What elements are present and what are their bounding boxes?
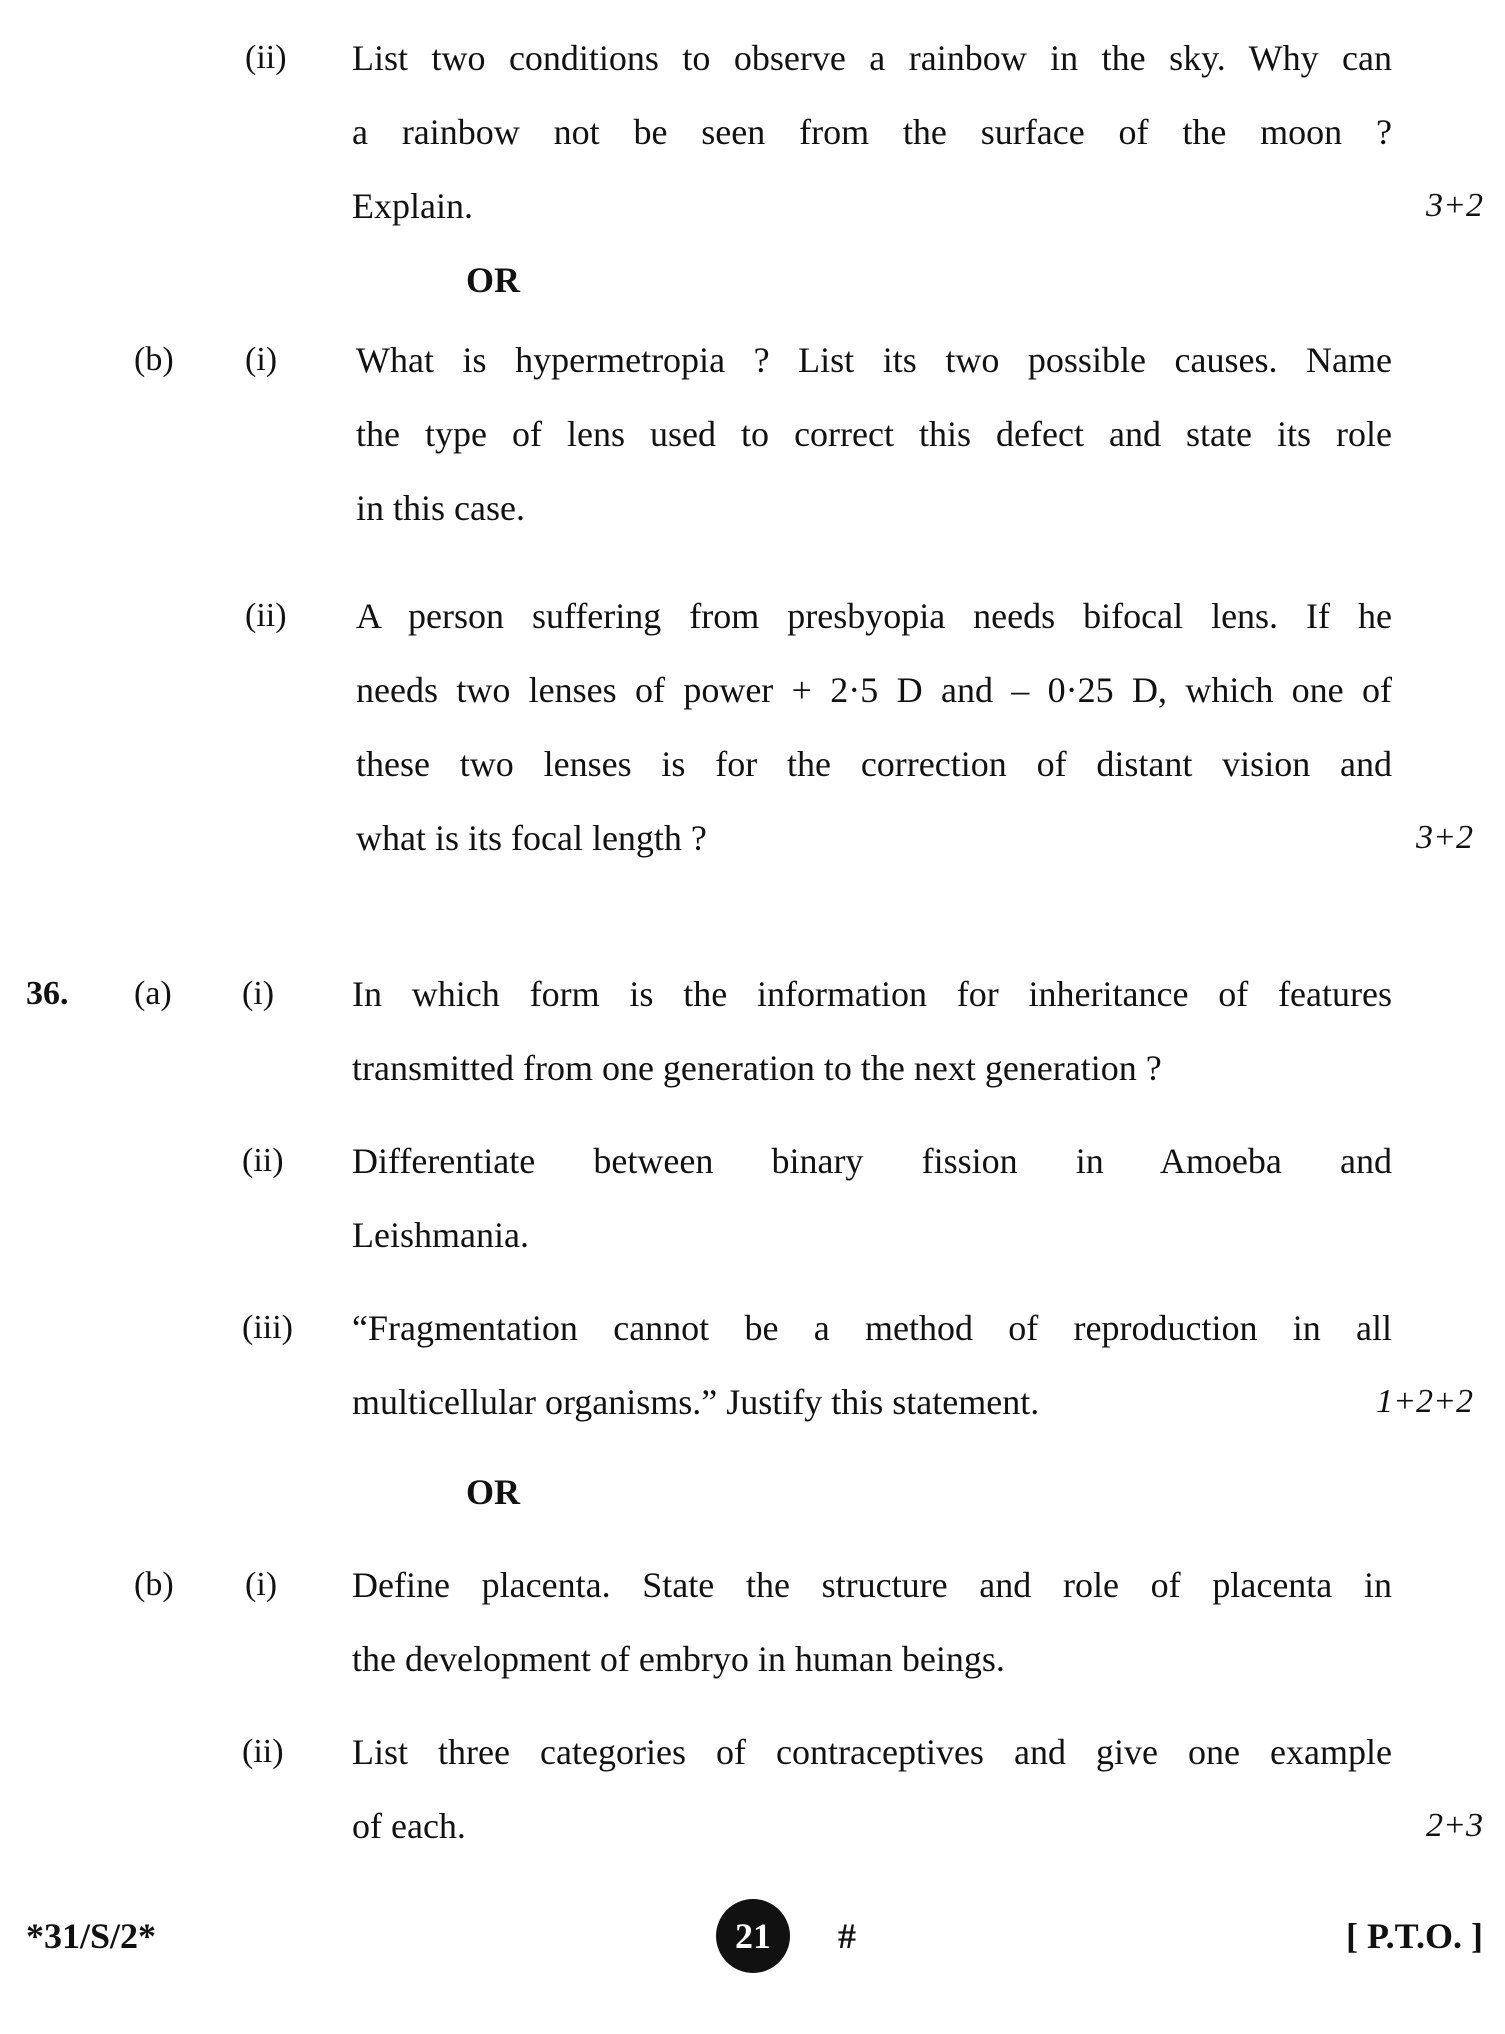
or-separator: OR — [466, 260, 520, 300]
question-line: transmitted from one generation to the next generation ? — [352, 1048, 1162, 1088]
question-line: the development of embryo in human beings. — [352, 1639, 1005, 1679]
or-separator: OR — [466, 1472, 520, 1512]
part-label: (b) — [134, 341, 174, 378]
question-line: In which form is the information for inheritance of features — [352, 974, 1392, 1014]
page-number-badge: 21 — [716, 1899, 790, 1973]
question-line: List two conditions to observe a rainbow in the sky. Why can — [352, 38, 1392, 78]
part-label: (b) — [134, 1566, 174, 1603]
question-line: of each. — [352, 1806, 466, 1846]
question-line: Leishmania. — [352, 1215, 529, 1255]
question-line: the type of lens used to correct this defect and state its role — [356, 414, 1392, 454]
question-line: a rainbow not be seen from the surface of the moon ? — [352, 112, 1392, 152]
question-number: 36. — [26, 975, 69, 1012]
subpart-label: (iii) — [242, 1309, 293, 1346]
subpart-label: (ii) — [245, 39, 287, 76]
question-line: A person suffering from presbyopia needs bifocal lens. If he — [356, 596, 1392, 636]
question-line: Differentiate between binary fission in Amoeba and — [352, 1141, 1392, 1181]
pto-label: [ P.T.O. ] — [1345, 1916, 1483, 1956]
subpart-label: (ii) — [245, 597, 287, 634]
marks-label: 1+2+2 — [1376, 1383, 1473, 1420]
subpart-label: (ii) — [242, 1733, 284, 1770]
part-label: (a) — [134, 975, 172, 1012]
subpart-label: (i) — [245, 341, 278, 378]
subpart-label: (i) — [242, 975, 275, 1012]
question-line: Explain. — [352, 186, 473, 226]
subpart-label: (ii) — [242, 1142, 284, 1179]
question-line: Define placenta. State the structure and role of placenta in — [352, 1565, 1392, 1605]
question-line: List three categories of contraceptives and give one example — [352, 1732, 1392, 1772]
subpart-label: (i) — [245, 1566, 278, 1603]
marks-label: 3+2 — [1426, 187, 1483, 224]
marks-label: 3+2 — [1416, 819, 1473, 856]
question-line: What is hypermetropia ? List its two possible causes. Name — [356, 340, 1392, 380]
question-line: needs two lenses of power + 2·5 D and – 0·25 D, which one of — [356, 670, 1392, 710]
hash-mark: # — [838, 1916, 856, 1956]
paper-code: *31/S/2* — [26, 1916, 157, 1956]
marks-label: 2+3 — [1426, 1807, 1483, 1844]
question-line: what is its focal length ? — [356, 818, 707, 858]
question-line: these two lenses is for the correction of distant vision and — [356, 744, 1392, 784]
question-line: in this case. — [356, 488, 525, 528]
question-line: multicellular organisms.” Justify this statement. — [352, 1382, 1040, 1422]
question-line: “Fragmentation cannot be a method of reproduction in all — [352, 1308, 1392, 1348]
